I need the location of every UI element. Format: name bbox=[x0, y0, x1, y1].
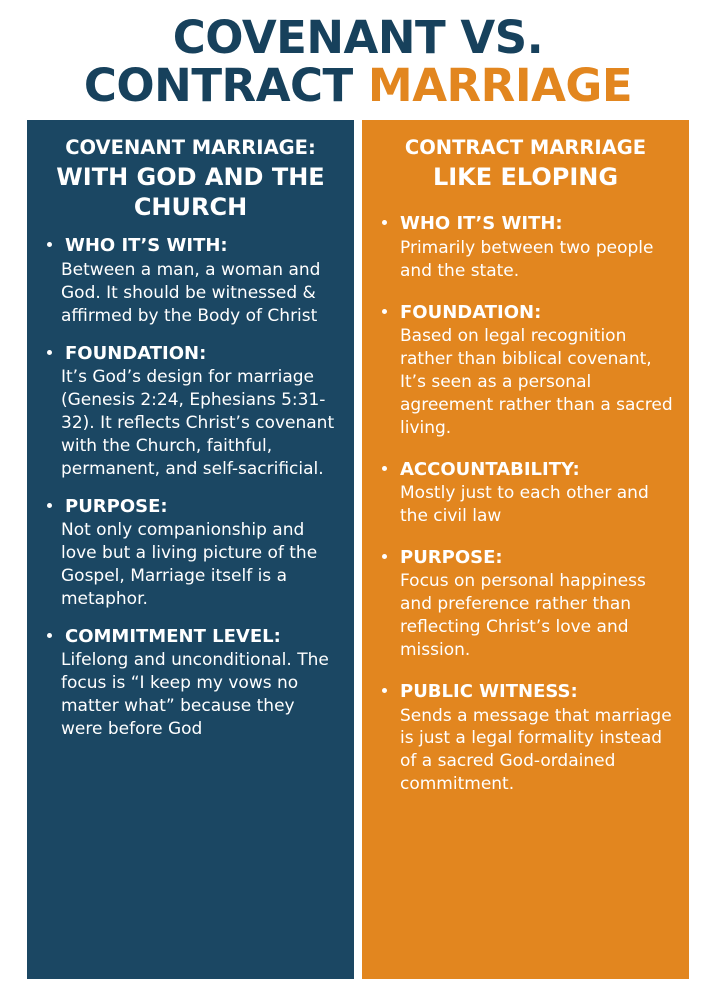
list-item-body: It’s God’s design for marriage (Genesis 2:24, Ephesians 5:31-32). It reflects Christ’s covenant with the Church, faithful, permanent, and self-sacrificial. bbox=[61, 366, 335, 479]
column-covenant-heading-line2: WITH GOD AND THE CHURCH bbox=[56, 163, 325, 222]
column-contract-heading-line1: CONTRACT MARRIAGE bbox=[404, 136, 647, 159]
column-contract-heading-line2: LIKE ELOPING bbox=[432, 163, 619, 192]
bullet-dot-icon bbox=[47, 350, 52, 355]
column-covenant-heading bbox=[43, 136, 338, 222]
list-item-label: ACCOUNTABILITY: bbox=[400, 458, 580, 480]
list-item-label: PURPOSE: bbox=[65, 495, 168, 517]
bullet-dot-icon bbox=[382, 688, 387, 693]
list-item-label: FOUNDATION: bbox=[400, 301, 542, 323]
title-line-2-dark: CONTRACT bbox=[83, 58, 353, 112]
list-item bbox=[43, 342, 338, 481]
list-item bbox=[378, 680, 673, 796]
column-contract bbox=[362, 120, 689, 979]
column-covenant-heading-line1: COVENANT MARRIAGE: bbox=[65, 136, 316, 159]
bullet-dot-icon bbox=[47, 503, 52, 508]
list-item bbox=[378, 458, 673, 528]
covenant-list bbox=[43, 234, 338, 741]
list-item-label: WHO IT’S WITH: bbox=[65, 235, 228, 257]
list-item-label: PUBLIC WITNESS: bbox=[400, 681, 578, 703]
list-item-body: Focus on personal happiness and preference rather than reflecting Christ’s love and mission. bbox=[400, 571, 646, 661]
comparison-columns bbox=[27, 120, 689, 979]
title-line-1: COVENANT VS. bbox=[172, 11, 544, 64]
bullet-dot-icon bbox=[382, 554, 387, 559]
list-item-body: Sends a message that marriage is just a legal formality instead of a sacred God-ordained commitment. bbox=[400, 705, 672, 795]
list-item-label: WHO IT’S WITH: bbox=[400, 213, 563, 235]
list-item-body: Between a man, a woman and God. It should be witnessed & affirmed by the Body of Christ bbox=[61, 259, 321, 326]
bullet-dot-icon bbox=[382, 309, 387, 314]
list-item-body: Based on legal recognition rather than biblical covenant, It’s seen as a personal agreement rather than a sacred living. bbox=[400, 326, 673, 438]
list-item-body: Primarily between two people and the state. bbox=[400, 237, 654, 281]
list-item-label: FOUNDATION: bbox=[65, 342, 207, 364]
contract-list bbox=[378, 212, 673, 796]
list-item bbox=[43, 625, 338, 741]
title-line-2-accent: MARRIAGE bbox=[367, 58, 633, 112]
list-item-label: COMMITMENT LEVEL: bbox=[65, 625, 281, 647]
title-line-2 bbox=[8, 58, 708, 112]
list-item-body: Mostly just to each other and the civil law bbox=[400, 483, 649, 527]
list-item-body: Lifelong and unconditional. The focus is “I keep my vows no matter what” because they were before God bbox=[61, 650, 329, 739]
bullet-dot-icon bbox=[47, 633, 52, 638]
list-item-label: PURPOSE: bbox=[400, 546, 503, 568]
bullet-dot-icon bbox=[382, 466, 387, 471]
bullet-dot-icon bbox=[47, 242, 52, 247]
column-contract-heading bbox=[378, 136, 673, 192]
list-item bbox=[378, 546, 673, 662]
list-item bbox=[378, 301, 673, 440]
page-title bbox=[0, 0, 716, 119]
column-covenant bbox=[27, 120, 354, 979]
list-item bbox=[43, 234, 338, 327]
list-item-body: Not only companionship and love but a living picture of the Gospel, Marriage itself is a metaphor. bbox=[61, 520, 318, 609]
bullet-dot-icon bbox=[382, 220, 387, 225]
list-item bbox=[43, 495, 338, 611]
list-item bbox=[378, 212, 673, 282]
